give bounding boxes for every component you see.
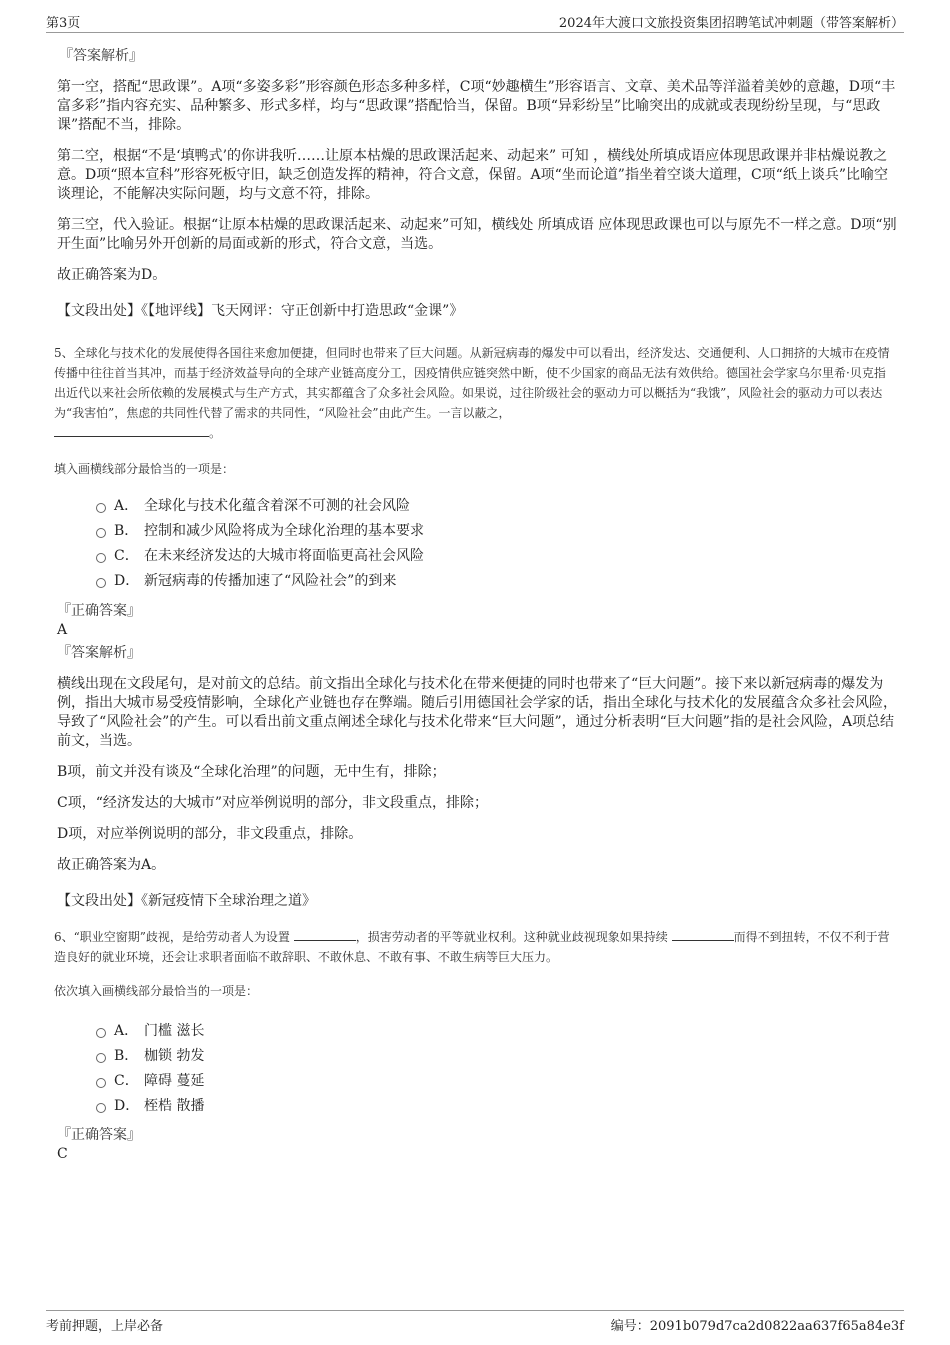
q5-answer: A <box>57 622 68 638</box>
q5-analysis-para-1: 横线出现在文段尾句，是对前文的总结。前文指出全球化与技术化在带来便捷的同时也带来了“巨大问题”。接下来以新冠病毒的爆发为例，指出大城市易受疫情影响，全球化产业链也存在弊端。随后引用德国社会学家的话，指出全球化与技术化的发展蕴含众多社会风险，导致了“风险社会”的产生。可以看出前文重点阐述全球化与技术化带来“巨大问题”，通过分析表明“巨大问题”指的是社会风险，A项总结前文，当选。 <box>57 676 897 749</box>
footer-slogan: 考前押题，上岸必备 <box>46 1319 164 1334</box>
q4-analysis-para-3: 第三空，代入验证。根据“让原本枯燥的思政课活起来、动起来”可知，横线处 所填成语 应体现思政课也可以与原先不一样之意。D项“别开生面”比喻另外开创新的局面或新的形式，符合文意，当选。 <box>57 217 897 252</box>
q5-analysis-para-2: B项，前文并没有谈及“全球化治理”的问题，无中生有，排除； <box>57 764 446 780</box>
q4-source: 【文段出处】《【地评线】飞天网评：守正创新中打造思政“金课”》 <box>57 303 464 319</box>
q4-analysis-para-1: 第一空，搭配“思政课”。A项“多姿多彩”形容颜色形态多种多样，C项“妙趣横生”形容语言、文章、美术品等洋溢着美妙的意趣，D项“丰富多彩”指内容充实、品种繁多、形式多样，均与“思政课”搭配恰当，保留。B项“异彩纷呈”比喻突出的成就或表现纷纷呈现，与“思政课”搭配不当，排除。 <box>57 79 896 133</box>
q5-analysis-para-3: C项，“经济发达的大城市”对应举例说明的部分，非文段重点，排除； <box>57 795 489 811</box>
q5-prompt: 填入画横线部分最恰当的一项是： <box>54 462 235 476</box>
radio-icon[interactable] <box>96 553 106 563</box>
q4-analysis-para-2: 第二空，根据“不是‘填鸭式’的你讲我听……让原本枯燥的思政课活起来、动起来” 可知 ，横线处所填成语应体现思政课并非枯燥说教之意。D项“照本宣科”形容死板守旧，缺乏创造发挥的精神，符合文意，保留。A项“坐而论道”指坐着空谈大道理，C项“纸上谈兵”比喻空谈理论，不能解决实际问题，均与文意不符，排除。 <box>57 148 888 202</box>
radio-icon[interactable] <box>96 528 106 538</box>
q5-option-c[interactable]: C． 在未来经济发达的大城市将面临更高社会风险 <box>57 544 897 569</box>
page-header <box>46 12 904 33</box>
q5-analysis-label: 『答案解析』 <box>57 645 141 661</box>
q6-option-d[interactable]: D． 桎梏 散播 <box>57 1094 897 1119</box>
q5-question: 5、全球化与技术化的发展使得各国往来愈加便捷，但同时也带来了巨大问题。从新冠病毒的爆发中可以看出，经济发达、交通便利、人口拥挤的大城市在疫情传播中往往首当其冲，而基于经济效益导向的全球产业链高度分工，因疫情供应链突然中断，使不少国家的商品无法有效供给。德国社会学家乌尔里希·贝克指出近代以来社会所依赖的发展模式与生产方式，其实都蕴含了众多社会风险。如果说，过往阶级社会的驱动力可以概括为“我饿”，风险社会的驱动力可以表达为“我害怕”，焦虑的共同性代替了需求的共同性，“风险社会”由此产生。一言以蔽之， 。 <box>54 346 890 440</box>
q5-answer-statement: 故正确答案为A。 <box>57 857 166 873</box>
q6-option-a[interactable]: A． 门槛 滋长 <box>57 1019 897 1044</box>
document-title: 2024年大渡口文旅投资集团招聘笔试冲刺题（带答案解析） <box>558 16 904 31</box>
q6-options <box>57 1019 897 1119</box>
q4-answer-statement: 故正确答案为D。 <box>57 267 167 283</box>
document-id: 编号：2091b079d7ca2d0822aa637f65a84e3f <box>610 1319 904 1334</box>
q5-blank <box>54 423 209 437</box>
page-number: 第3页 <box>46 16 81 31</box>
q6-question: 6、“职业空窗期”歧视，是给劳动者人为设置 ，损害劳动者的平等就业权利。这种就业歧视现象如果持续 而得不到扭转，不仅不利于营造良好的就业环境，还会让求职者面临不敢辞职、不敢休息、不敢有事、不敢生病等巨大压力。 <box>54 927 897 967</box>
q5-option-d[interactable]: D． 新冠病毒的传播加速了“风险社会”的到来 <box>57 569 897 594</box>
q6-blank-2 <box>672 927 734 941</box>
q6-answer: C <box>57 1146 68 1162</box>
radio-icon[interactable] <box>96 578 106 588</box>
radio-icon[interactable] <box>96 503 106 513</box>
q5-answer-label: 『正确答案』 <box>57 603 141 619</box>
radio-icon[interactable] <box>96 1103 106 1113</box>
radio-icon[interactable] <box>96 1028 106 1038</box>
q4-analysis-label: 『答案解析』 <box>59 48 143 64</box>
q6-blank-1 <box>294 927 356 941</box>
q5-options <box>57 494 897 594</box>
q5-option-b[interactable]: B． 控制和减少风险将成为全球化治理的基本要求 <box>57 519 897 544</box>
q6-option-c[interactable]: C． 障碍 蔓延 <box>57 1069 897 1094</box>
q5-analysis-para-4: D项，对应举例说明的部分，非文段重点，排除。 <box>57 826 363 842</box>
q6-option-b[interactable]: B． 枷锁 勃发 <box>57 1044 897 1069</box>
radio-icon[interactable] <box>96 1053 106 1063</box>
page-footer <box>46 1310 904 1337</box>
q5-source: 【文段出处】《新冠疫情下全球治理之道》 <box>57 893 316 909</box>
q5-option-a[interactable]: A． 全球化与技术化蕴含着深不可测的社会风险 <box>57 494 897 519</box>
page-content <box>54 46 897 1163</box>
q6-answer-label: 『正确答案』 <box>57 1127 141 1143</box>
q6-prompt: 依次填入画横线部分最恰当的一项是： <box>54 984 259 998</box>
radio-icon[interactable] <box>96 1078 106 1088</box>
